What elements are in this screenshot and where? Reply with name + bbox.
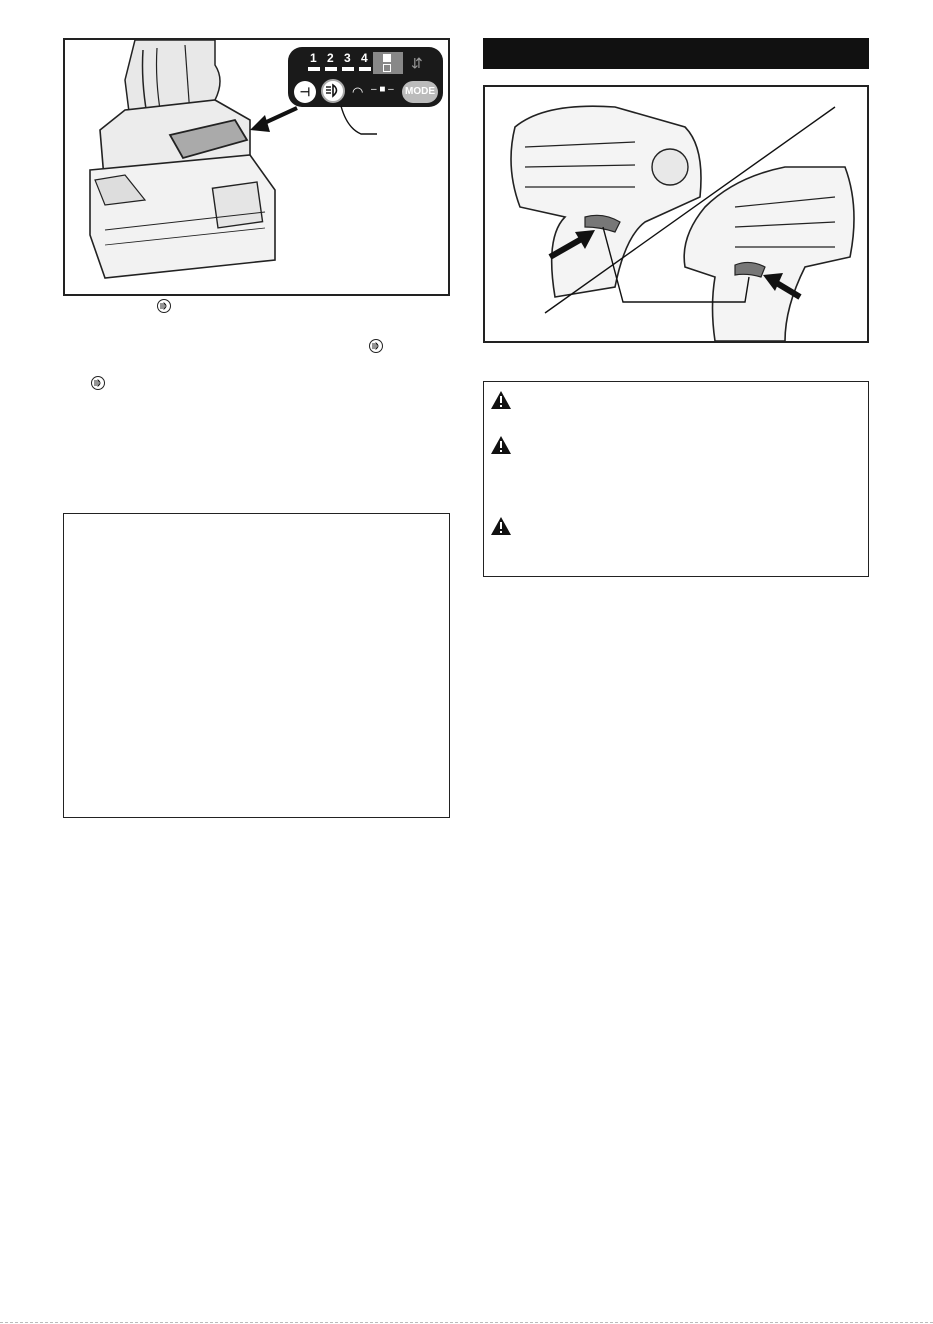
light-button-icon (157, 299, 171, 313)
speed-digit-4: 4 (361, 51, 368, 65)
reversing-switch-illustration (485, 87, 867, 341)
speed-gauge-icon: ◠ (352, 84, 364, 99)
light-button-panel-icon (321, 79, 345, 103)
light-button-icon (91, 376, 105, 390)
warning-box (483, 381, 869, 577)
tool-illustration-frame (63, 38, 450, 296)
reverse-mode-button-icon: ⊣ (294, 81, 316, 103)
reversing-switch-illustration-frame (483, 85, 869, 343)
speed-digit-1: 1 (310, 51, 317, 65)
warning-triangle-icon (490, 390, 512, 410)
note-box (63, 513, 450, 818)
mode-indicator-box (373, 52, 403, 74)
warning-triangle-icon (490, 516, 512, 536)
mode-button: MODE (402, 81, 438, 103)
light-button-icon (369, 339, 383, 353)
speed-digit-3: 3 (344, 51, 351, 65)
auto-mode-icon: ⇵ (411, 55, 423, 71)
speed-digit-2: 2 (327, 51, 334, 65)
speed-arrow-icon: – ■ – (371, 84, 394, 95)
control-panel-callout (288, 47, 443, 107)
section-heading-bar (483, 38, 869, 69)
warning-triangle-icon (490, 435, 512, 455)
